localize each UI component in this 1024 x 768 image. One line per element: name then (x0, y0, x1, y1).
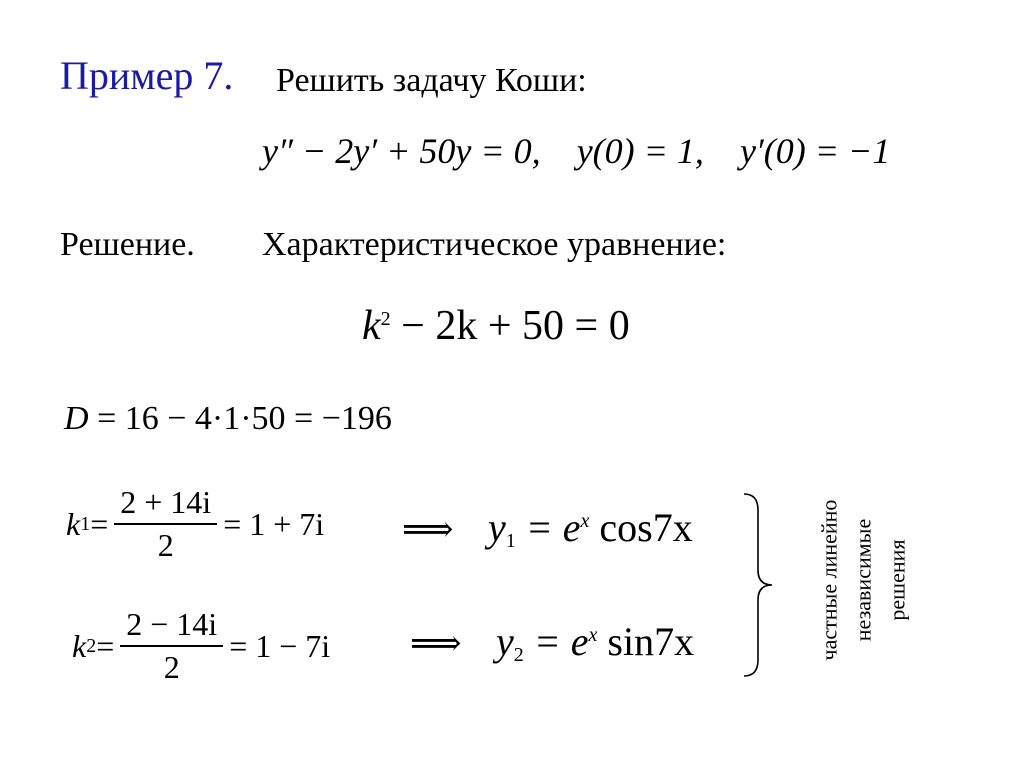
characteristic-equation (362, 302, 630, 350)
discriminant-expr: = 16 − 4·1·50 = −196 (88, 400, 392, 437)
initial-condition-2: y′(0) = −1 (739, 131, 891, 171)
ode-line (262, 130, 890, 172)
y1-eq: = e (515, 505, 581, 550)
solution-y2 (496, 618, 694, 667)
k2-numerator: 2 − 14i (120, 606, 223, 647)
k2-fraction (120, 606, 223, 686)
task-statement: Решить задачу Коши: (276, 62, 587, 99)
char-rest: − 2k + 50 = 0 (390, 303, 630, 349)
k1-numerator: 2 + 14i (114, 484, 217, 525)
implies-arrow-1: ⟹ (402, 509, 454, 549)
k2-var: k (72, 627, 87, 664)
k1-sub: 1 (80, 512, 91, 535)
k1-fraction (114, 484, 217, 564)
solution-label: Решение. (60, 226, 195, 263)
right-brace-icon (740, 490, 780, 680)
y2-fn: sin7x (597, 619, 695, 664)
note-line-1: частные линейно (816, 499, 841, 661)
y1-fn: cos7x (589, 505, 693, 550)
root-k1 (66, 484, 324, 564)
discriminant-var: D (64, 400, 89, 437)
k2-denominator: 2 (163, 649, 180, 685)
initial-condition-1: y(0) = 1, (576, 131, 704, 171)
y2-eq: = e (523, 619, 589, 664)
root-k2 (72, 606, 330, 686)
y2-sub: 2 (513, 644, 524, 666)
k1-result: = 1 + 7i (223, 505, 325, 542)
note-line-2: независимые (850, 518, 875, 642)
solution-y1 (488, 504, 693, 553)
y2-exp: x (588, 624, 598, 646)
char-exponent: 2 (380, 308, 391, 330)
k1-var: k (66, 505, 81, 542)
implies-arrow-2: ⟹ (410, 623, 462, 663)
k2-result: = 1 − 7i (229, 627, 331, 664)
side-note (808, 470, 918, 690)
ode-equation: y″ − 2y′ + 50y = 0, (262, 131, 541, 171)
k2-sub: 2 (86, 634, 97, 657)
example-title: Пример 7. (60, 53, 234, 98)
side-note-text (812, 500, 914, 661)
y2-var: y (496, 619, 514, 664)
note-line-3: решения (884, 539, 909, 621)
char-var: k (362, 303, 381, 349)
discriminant (64, 400, 392, 438)
k1-eq: = (90, 505, 109, 542)
y1-sub: 1 (505, 530, 516, 552)
characteristic-label: Характеристическое уравнение: (262, 226, 727, 263)
k2-eq: = (96, 627, 115, 664)
y1-exp: x (580, 510, 590, 532)
k1-denominator: 2 (157, 527, 174, 563)
y1-var: y (488, 505, 506, 550)
